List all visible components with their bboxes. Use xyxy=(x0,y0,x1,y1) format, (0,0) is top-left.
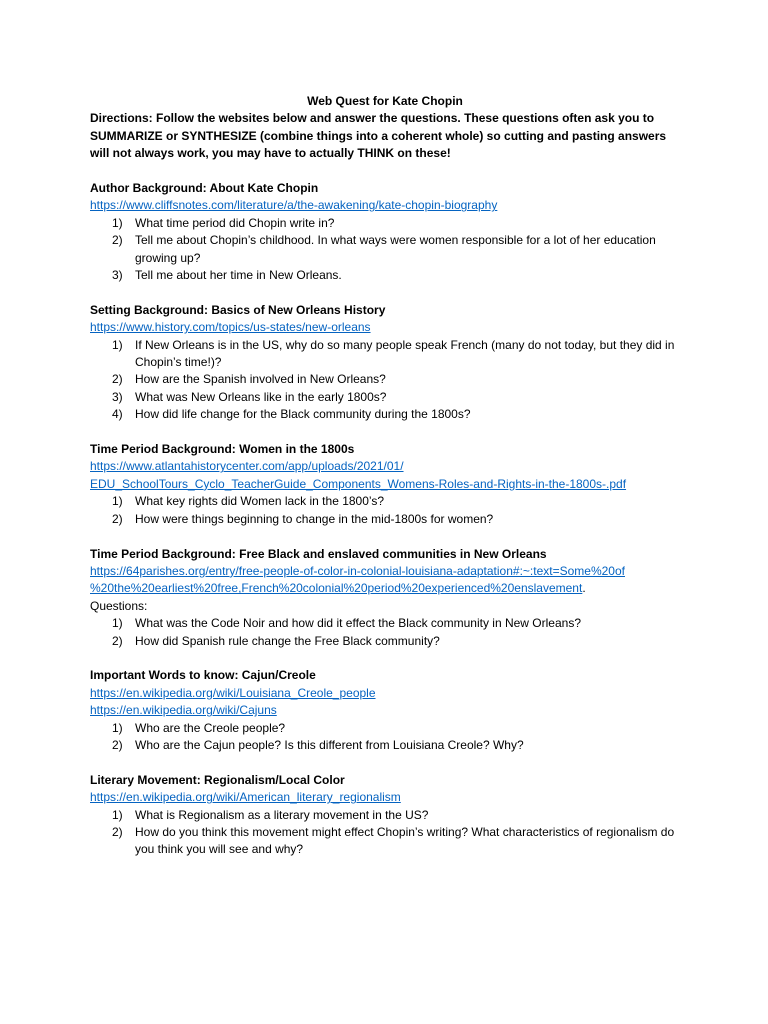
question-text: How are the Spanish involved in New Orleans? xyxy=(135,372,386,387)
questions-label: Questions: xyxy=(90,598,148,613)
question-text: What is Regionalism as a literary movement in the US? xyxy=(135,807,429,822)
link-line xyxy=(90,563,680,580)
question-list xyxy=(90,215,680,285)
question-item xyxy=(90,232,680,267)
question-item xyxy=(90,720,680,737)
question-item xyxy=(90,389,680,406)
question-item xyxy=(90,371,680,388)
question-number: 2) xyxy=(112,233,123,248)
question-number: 1) xyxy=(112,215,123,230)
question-item xyxy=(90,215,680,232)
web-link[interactable]: https://64parishes.org/entry/free-people-of-color-in-colonial-louisiana-adaptation#:~:text=Some%20of xyxy=(90,563,625,578)
question-item xyxy=(90,493,680,510)
section xyxy=(90,546,680,650)
question-text: If New Orleans is in the US, why do so many people speak French (many do not today, but they did in Chopin’s time!)? xyxy=(135,337,675,370)
section-links xyxy=(90,685,680,720)
question-item xyxy=(90,737,680,754)
section-heading: Literary Movement: Regionalism/Local Color xyxy=(90,772,345,787)
question-text: Tell me about her time in New Orleans. xyxy=(135,268,342,283)
question-list xyxy=(90,493,680,528)
link-line xyxy=(90,789,680,806)
section xyxy=(90,772,680,859)
section xyxy=(90,302,680,424)
section-heading: Setting Background: Basics of New Orleans History xyxy=(90,302,386,317)
question-item xyxy=(90,511,680,528)
question-number: 1) xyxy=(112,616,123,631)
question-number: 2) xyxy=(112,824,123,839)
question-text: What key rights did Women lack in the 1800’s? xyxy=(135,494,385,509)
question-number: 1) xyxy=(112,337,123,352)
link-line xyxy=(90,458,680,475)
question-text: What was New Orleans like in the early 1800s? xyxy=(135,389,387,404)
section xyxy=(90,441,680,528)
web-link[interactable]: https://www.history.com/topics/us-states/new-orleans xyxy=(90,320,371,335)
question-number: 1) xyxy=(112,720,123,735)
web-link[interactable]: EDU_SchoolTours_Cyclo_TeacherGuide_Components_Womens-Roles-and-Rights-in-the-1800s-.pdf xyxy=(90,476,627,491)
web-link[interactable]: https://en.wikipedia.org/wiki/Cajuns xyxy=(90,703,277,718)
question-text: How were things beginning to change in the mid-1800s for women? xyxy=(135,511,494,526)
link-line xyxy=(90,319,680,336)
section-heading: Important Words to know: Cajun/Creole xyxy=(90,668,316,683)
web-link[interactable]: https://www.atlantahistorycenter.com/app/uploads/2021/01/ xyxy=(90,459,404,474)
section-links xyxy=(90,458,680,493)
question-number: 3) xyxy=(112,389,123,404)
question-list xyxy=(90,807,680,859)
question-number: 2) xyxy=(112,737,123,752)
question-number: 1) xyxy=(112,807,123,822)
sections-container xyxy=(90,180,680,859)
link-suffix: . xyxy=(582,581,586,596)
question-list xyxy=(90,720,680,755)
question-number: 2) xyxy=(112,633,123,648)
question-item xyxy=(90,337,680,372)
section-links xyxy=(90,319,680,336)
question-text: Who are the Creole people? xyxy=(135,720,286,735)
question-text: What was the Code Noir and how did it effect the Black community in New Orleans? xyxy=(135,616,581,631)
section-heading: Author Background: About Kate Chopin xyxy=(90,181,319,196)
link-line xyxy=(90,685,680,702)
link-line xyxy=(90,476,680,493)
web-link[interactable]: https://www.cliffsnotes.com/literature/a/the-awakening/kate-chopin-biography xyxy=(90,198,498,213)
web-link[interactable]: https://en.wikipedia.org/wiki/American_literary_regionalism xyxy=(90,790,401,805)
section xyxy=(90,667,680,754)
question-text: What time period did Chopin write in? xyxy=(135,215,335,230)
question-item xyxy=(90,406,680,423)
question-list xyxy=(90,337,680,424)
question-text: How do you think this movement might effect Chopin’s writing? What characteristics of regionalism do you think you will see and why? xyxy=(135,824,675,857)
question-text: Who are the Cajun people? Is this different from Louisiana Creole? Why? xyxy=(135,737,524,752)
link-line xyxy=(90,702,680,719)
section-heading: Time Period Background: Free Black and enslaved communities in New Orleans xyxy=(90,546,547,561)
document-page xyxy=(90,93,680,859)
section-heading: Time Period Background: Women in the 1800s xyxy=(90,442,355,457)
question-number: 1) xyxy=(112,494,123,509)
question-item xyxy=(90,267,680,284)
question-number: 4) xyxy=(112,407,123,422)
document-title: Web Quest for Kate Chopin xyxy=(307,94,463,108)
web-link[interactable]: https://en.wikipedia.org/wiki/Louisiana_Creole_people xyxy=(90,685,376,700)
section-links xyxy=(90,197,680,214)
question-item xyxy=(90,824,680,859)
directions-text: Directions: Follow the websites below and answer the questions. These questions often ask you to SUMMARIZE or SYNTHESIZE (combine things into a coherent whole) so cutting and pasting answers will not always work, you may have to actually THINK on these! xyxy=(90,111,667,161)
question-number: 3) xyxy=(112,268,123,283)
link-line xyxy=(90,580,680,597)
section-links xyxy=(90,563,680,598)
question-list xyxy=(90,615,680,650)
web-link[interactable]: %20the%20earliest%20free,French%20colonial%20period%20experienced%20enslavement xyxy=(90,581,583,596)
question-text: How did life change for the Black community during the 1800s? xyxy=(135,407,471,422)
question-item xyxy=(90,615,680,632)
question-item xyxy=(90,807,680,824)
section-links xyxy=(90,789,680,806)
question-text: Tell me about Chopin’s childhood. In what ways were women responsible for a lot of her education growing up? xyxy=(135,233,656,265)
question-number: 2) xyxy=(112,372,123,387)
question-number: 2) xyxy=(112,511,123,526)
question-item xyxy=(90,633,680,650)
link-line xyxy=(90,197,680,214)
question-text: How did Spanish rule change the Free Black community? xyxy=(135,633,440,648)
section xyxy=(90,180,680,284)
